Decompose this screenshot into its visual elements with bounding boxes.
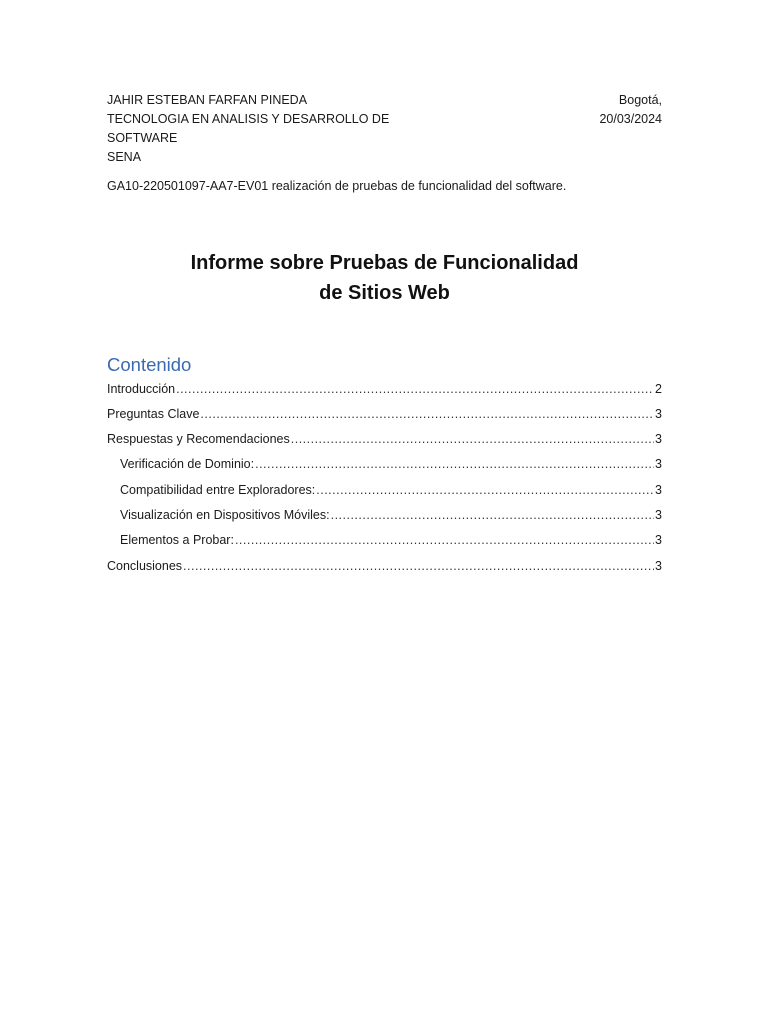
toc-entry-page: 3 <box>655 508 662 522</box>
toc-dot-leader <box>183 556 654 576</box>
toc-entry-page: 3 <box>655 533 662 547</box>
author-block <box>107 91 407 167</box>
toc-entry-label: Visualización en Dispositivos Móviles: <box>120 508 330 522</box>
activity-code: GA10-220501097-AA7-EV01 realización de pruebas de funcionalidad del software. <box>107 179 567 193</box>
toc-entry-label: Verificación de Dominio: <box>120 457 255 471</box>
toc-entry-label: Conclusiones <box>107 559 183 573</box>
toc-entry-elementos-probar[interactable] <box>120 530 662 550</box>
toc-entry-visualizacion-moviles[interactable] <box>120 505 662 525</box>
toc-dot-leader <box>331 505 654 525</box>
toc-entry-label: Introducción <box>107 382 176 396</box>
toc-heading: Contenido <box>107 354 192 375</box>
toc-dot-leader <box>316 480 654 500</box>
toc-entry-page: 3 <box>655 457 662 471</box>
toc-entry-page: 3 <box>655 407 662 421</box>
toc-entry-label: Compatibilidad entre Exploradores: <box>120 483 316 497</box>
toc-entry-page: 2 <box>655 382 662 396</box>
toc-entry-label: Respuestas y Recomendaciones <box>107 432 290 446</box>
toc-dot-leader <box>291 429 654 449</box>
document-title-line2: de Sitios Web <box>319 282 450 304</box>
program-name-line2: SOFTWARE <box>107 131 178 145</box>
document-title <box>107 248 662 308</box>
document-title-line1: Informe sobre Pruebas de Funcionalidad <box>190 252 579 274</box>
toc-entry-verificacion-dominio[interactable] <box>120 454 662 474</box>
city: Bogotá, <box>618 93 662 107</box>
toc-entry-label: Preguntas Clave <box>107 407 200 421</box>
toc-dot-leader <box>176 379 654 399</box>
program-name-line1: TECNOLOGIA EN ANALISIS Y DESARROLLO DE <box>107 112 390 126</box>
toc-entry-respuestas[interactable] <box>107 429 662 449</box>
toc-entry-page: 3 <box>655 483 662 497</box>
toc-entry-page: 3 <box>655 559 662 573</box>
date: 20/03/2024 <box>599 112 662 126</box>
toc-dot-leader <box>255 454 654 474</box>
institution-name: SENA <box>107 150 142 164</box>
toc-dot-leader <box>200 404 654 424</box>
toc-entry-compatibilidad[interactable] <box>120 480 662 500</box>
place-date-block <box>599 91 662 129</box>
toc-entry-introduccion[interactable] <box>107 379 662 399</box>
author-name: JAHIR ESTEBAN FARFAN PINEDA <box>107 93 308 107</box>
toc-entry-conclusiones[interactable] <box>107 556 662 576</box>
toc-entry-page: 3 <box>655 432 662 446</box>
toc-dot-leader <box>235 530 654 550</box>
toc-entry-preguntas-clave[interactable] <box>107 404 662 424</box>
toc-entry-label: Elementos a Probar: <box>120 533 234 547</box>
